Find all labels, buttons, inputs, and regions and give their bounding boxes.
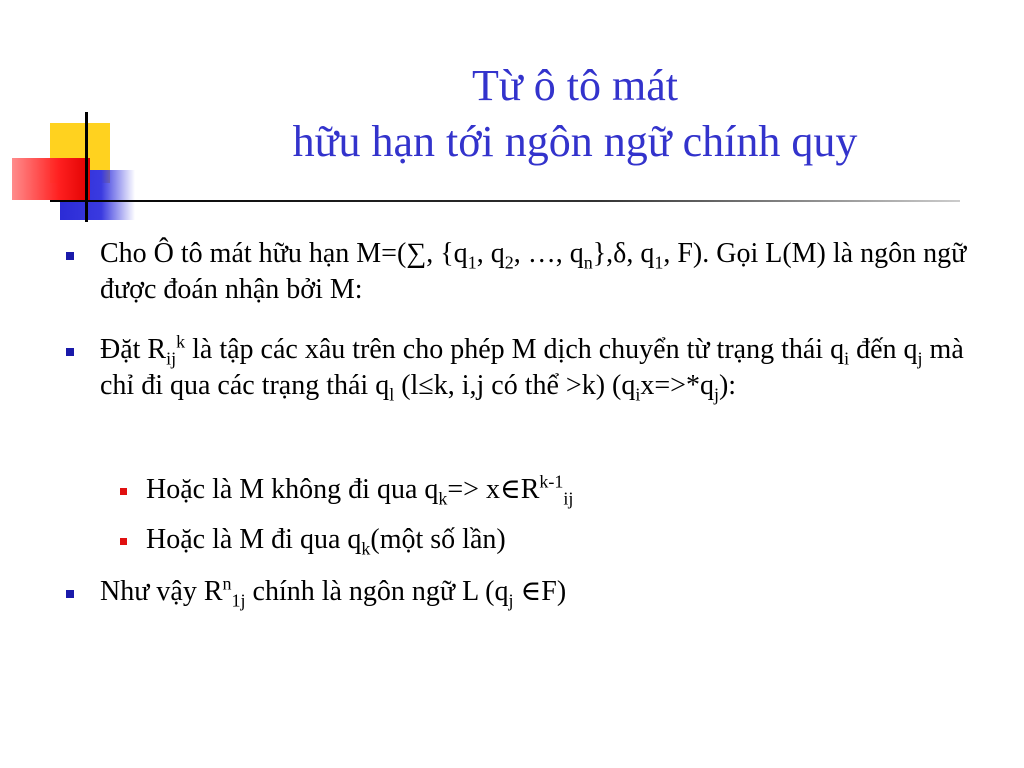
text: , F). Gọi L(M) là ngôn ngữ được đoán nhận bởi M:	[100, 238, 967, 305]
superscript: k-1	[539, 471, 564, 492]
title-divider	[50, 200, 960, 202]
subscript: i	[635, 384, 641, 405]
text: x=>*q	[640, 370, 714, 401]
subscript: k	[361, 538, 371, 559]
text: },δ, q	[592, 238, 655, 269]
decor-red-square	[12, 158, 90, 200]
subscript: k	[438, 488, 448, 509]
bullet-marker	[66, 252, 74, 260]
text: chính là ngôn ngữ L (q	[245, 576, 509, 607]
subscript: 1	[654, 252, 664, 273]
subbullet-marker	[120, 488, 127, 495]
text: (một số lần)	[370, 524, 506, 555]
subscript: l	[389, 384, 395, 405]
superscript: k	[176, 331, 186, 352]
text: ∈F)	[513, 576, 567, 607]
text: mà chỉ đi qua các trạng thái q	[100, 334, 964, 401]
subbullet-item-1	[146, 472, 986, 508]
text: Đặt R	[100, 334, 167, 365]
text: (l≤k, i,j có thể >k) (q	[394, 370, 636, 401]
decor-vertical-line	[85, 112, 88, 222]
text: , …, q	[513, 238, 584, 269]
text: => x∈R	[447, 474, 540, 505]
subbullet-item-2	[146, 522, 986, 558]
slide-title-line1: Từ ô tô mát	[472, 61, 678, 110]
bullet-item-2	[100, 332, 990, 404]
text: đến q	[849, 334, 918, 365]
subscript: j	[917, 348, 923, 369]
subscript: n	[583, 252, 593, 273]
bullet-item-1	[100, 236, 990, 308]
bullet-marker	[66, 590, 74, 598]
text: là tập các xâu trên cho phép M dịch chuyển từ trạng thái q	[185, 334, 845, 365]
subscript: ij	[166, 348, 177, 369]
text: Hoặc là M không đi qua q	[146, 474, 439, 505]
slide-title	[160, 58, 990, 170]
subscript: 1	[467, 252, 477, 273]
slide-title-line2: hữu hạn tới ngôn ngữ chính quy	[292, 117, 858, 166]
text: Như vậy R	[100, 576, 223, 607]
text: Hoặc là M đi qua q	[146, 524, 362, 555]
subbullet-marker	[120, 538, 127, 545]
bullet-marker	[66, 348, 74, 356]
text: Cho Ô tô mát hữu hạn M=(∑, {q	[100, 238, 468, 269]
subscript: j	[713, 384, 719, 405]
subscript: ij	[563, 488, 574, 509]
superscript: n	[222, 573, 232, 594]
subscript: i	[844, 348, 850, 369]
subscript: 2	[504, 252, 514, 273]
text: ):	[718, 370, 737, 401]
subscript: 1j	[231, 590, 246, 611]
bullet-item-3	[100, 574, 990, 610]
subscript: j	[508, 590, 514, 611]
text: , q	[476, 238, 505, 269]
